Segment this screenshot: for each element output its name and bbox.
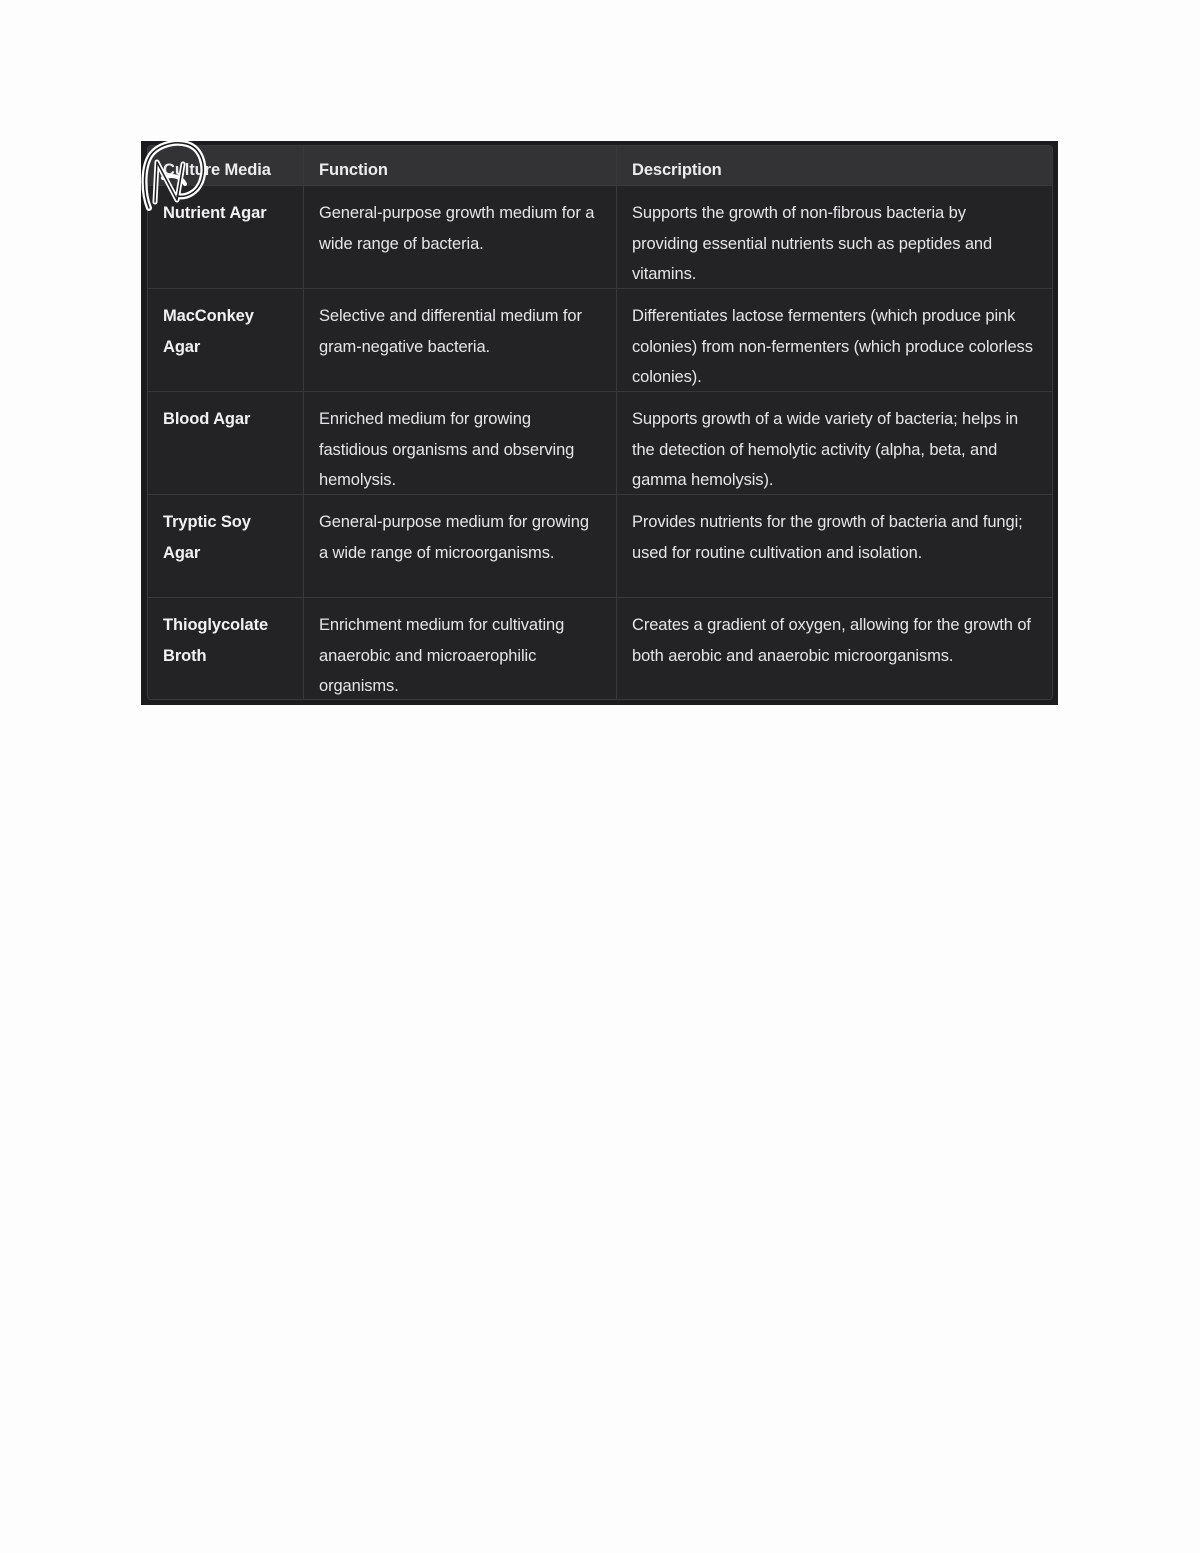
function-cell: General-purpose growth medium for a wide range of bacteria. (304, 186, 617, 289)
media-name-cell: Nutrient Agar (148, 186, 304, 289)
function-cell: Selective and differential medium for gram-negative bacteria. (304, 289, 617, 392)
function-cell: Enriched medium for growing fastidious organisms and observing hemolysis. (304, 392, 617, 495)
culture-media-table-image (141, 141, 1058, 705)
media-name-cell: Tryptic Soy Agar (148, 495, 304, 598)
culture-media-table (147, 145, 1053, 700)
description-cell: Creates a gradient of oxygen, allowing for the growth of both aerobic and anaerobic microorganisms. (632, 616, 1031, 665)
media-name-cell: Blood Agar (148, 392, 304, 495)
header-function: Function (304, 146, 617, 186)
function-cell: Enrichment medium for cultivating anaerobic and microaerophilic organisms. (304, 598, 617, 700)
description-cell: Supports growth of a wide variety of bacteria; helps in the detection of hemolytic activity (alpha, beta, and gamma hemolysis). (617, 392, 1052, 495)
function-cell: General-purpose medium for growing a wide range of microorganisms. (304, 495, 617, 598)
media-name-cell: Thioglycolate Broth (148, 598, 304, 700)
header-description: Description (617, 146, 1052, 186)
description-cell: Supports the growth of non-fibrous bacteria by providing essential nutrients such as peptides and vitamins. (617, 186, 1052, 289)
description-cell: Provides nutrients for the growth of bacteria and fungi; used for routine cultivation and isolation. (617, 495, 1052, 598)
media-name-cell: MacConkey Agar (148, 289, 304, 392)
header-culture-media: Culture Media (148, 146, 304, 186)
description-cell: Differentiates lactose fermenters (which produce pink colonies) from non-fermenters (which produce colorless colonies). (617, 289, 1052, 392)
